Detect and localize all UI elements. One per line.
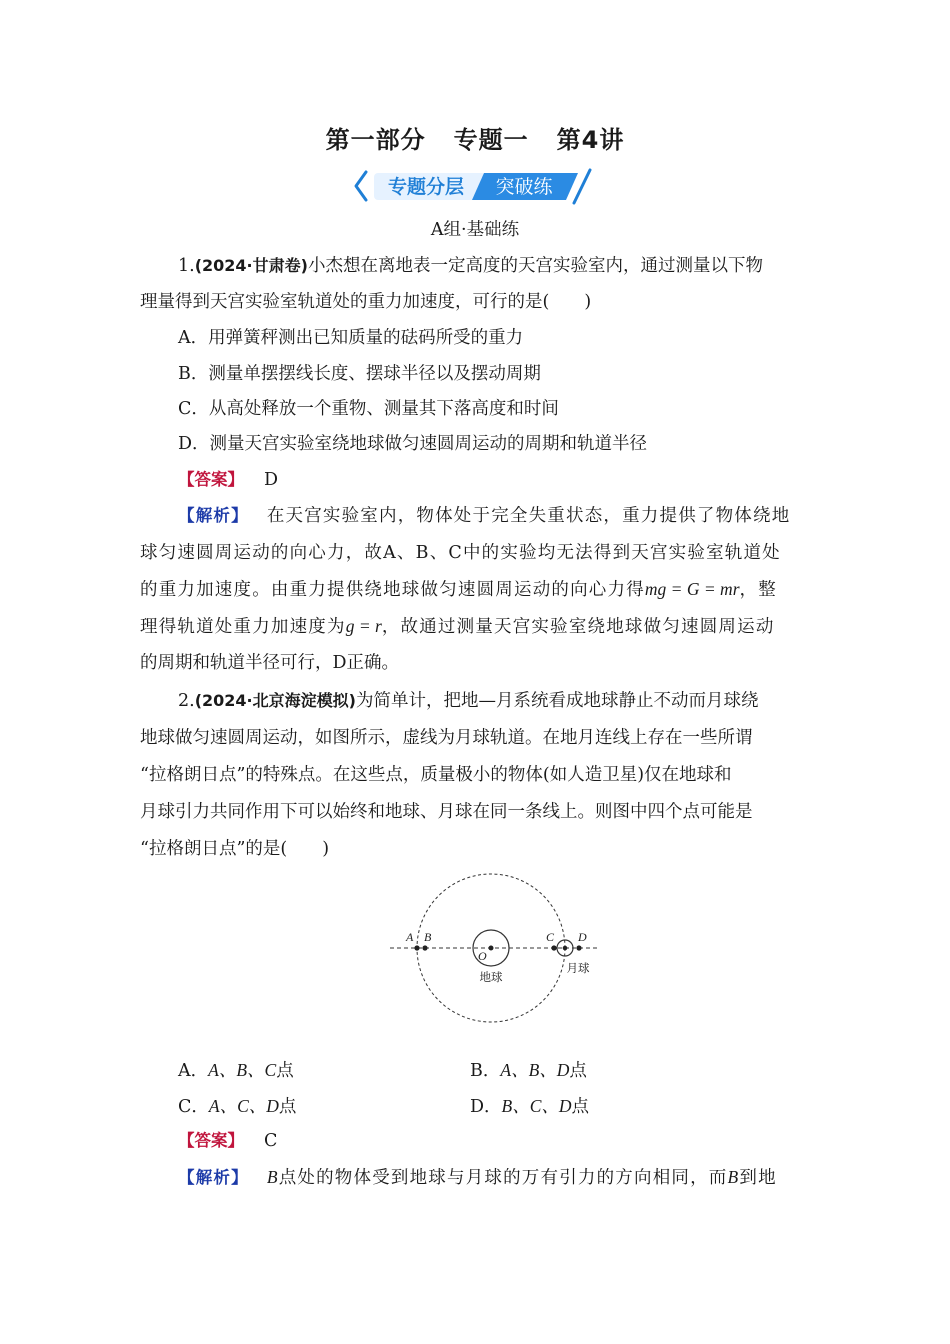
q1-source: (2024·甘肃卷) bbox=[194, 256, 308, 275]
q1-answer-tag: 【答案】 bbox=[178, 470, 244, 489]
banner-right-text: 突破练 bbox=[495, 176, 553, 198]
q1-stem-line-2: 理量得到天宫实验室轨道处的重力加速度，可行的是( ) bbox=[140, 292, 592, 312]
q1-analysis-text-3c: ，整 bbox=[739, 580, 777, 600]
page-title bbox=[0, 120, 950, 155]
banner-left-chevron-icon bbox=[356, 172, 366, 200]
q2-option-a-points: A、B、C bbox=[208, 1060, 277, 1080]
q1-analysis-text-1: 在天宫实验室内，物体处于完全失重状态，重力提供了物体绕地 bbox=[266, 506, 791, 526]
q2-option-d bbox=[470, 1094, 589, 1119]
q2-option-c-points: A、C、D bbox=[208, 1096, 279, 1116]
q2-option-a-letter: A． bbox=[178, 1061, 209, 1081]
q1-analysis-text-4c: ，故通过测量天宫实验室绕地球做匀速圆周运动 bbox=[381, 617, 775, 637]
title-lecture: 第4讲 bbox=[556, 126, 625, 154]
q2-option-b-suffix: 点 bbox=[569, 1061, 587, 1081]
q2-option-a-suffix: 点 bbox=[276, 1061, 294, 1081]
q2-option-c-suffix: 点 bbox=[278, 1097, 297, 1117]
section-banner bbox=[352, 166, 602, 206]
q2-option-c bbox=[178, 1094, 296, 1119]
q2-option-b-points: A、B、D bbox=[500, 1060, 570, 1080]
q2-option-d-letter: D． bbox=[470, 1097, 502, 1117]
q2-option-b bbox=[470, 1058, 587, 1083]
q1-stem-text-1: 小杰想在离地表一定高度的天宫实验室内，通过测量以下物 bbox=[307, 256, 763, 276]
q2-option-d-suffix: 点 bbox=[571, 1097, 590, 1117]
moon-center-dot bbox=[563, 946, 568, 951]
q1-analysis-line-1 bbox=[140, 504, 853, 528]
point-d-dot bbox=[576, 945, 581, 950]
earth-center-dot bbox=[489, 946, 494, 951]
q2-stem-line-3: “拉格朗日点”的特殊点。在这些点，质量极小的物体(如人造卫星)仅在地球和 bbox=[140, 765, 732, 785]
q2-answer: C bbox=[264, 1131, 278, 1151]
q1-option-a: A．用弹簧秤测出已知质量的砝码所受的重力 bbox=[178, 328, 524, 348]
point-a-dot bbox=[414, 945, 419, 950]
q1-answer-line bbox=[140, 468, 853, 492]
label-o: O bbox=[478, 949, 487, 963]
q2-option-c-letter: C． bbox=[178, 1097, 209, 1117]
q1-option-b: B．测量单摆摆线长度、摆球半径以及摆动周期 bbox=[178, 364, 541, 384]
q2-stem-text-1: 为简单计，把地—月系统看成地球静止不动而月球绕 bbox=[355, 691, 759, 711]
q2-analysis-text-1: 点处的物体受到地球与月球的万有引力的方向相同，而 bbox=[278, 1168, 728, 1188]
q2-source: (2024·北京海淀模拟) bbox=[194, 691, 356, 710]
q1-analysis-line-5: 的周期和轨道半径可行，D正确。 bbox=[140, 653, 400, 673]
point-c-dot bbox=[551, 945, 556, 950]
q1-analysis-line-4 bbox=[140, 614, 815, 639]
q1-number: 1. bbox=[178, 256, 195, 276]
label-earth: 地球 bbox=[479, 970, 503, 984]
q1-option-d: D．测量天宫实验室绕地球做匀速圆周运动的周期和轨道半径 bbox=[178, 434, 648, 454]
q2-analysis-text-2: 到地 bbox=[739, 1168, 777, 1188]
q2-analysis-line-1 bbox=[140, 1165, 853, 1190]
label-c: C bbox=[546, 930, 555, 944]
q2-option-d-points: B、C、D bbox=[501, 1096, 572, 1116]
q1-formula-1: mg = G = mr bbox=[644, 579, 740, 599]
q2-analysis-b-2: B bbox=[727, 1167, 740, 1187]
group-label: A组·基础练 bbox=[430, 220, 520, 240]
q1-stem-line-1 bbox=[140, 254, 853, 278]
title-topic: 专题一 bbox=[453, 126, 529, 154]
label-moon: 月球 bbox=[566, 961, 590, 975]
q1-option-c: C．从高处释放一个重物、测量其下落高度和时间 bbox=[178, 399, 559, 419]
q2-option-b-letter: B． bbox=[470, 1061, 501, 1081]
q2-stem-line-5: “拉格朗日点”的是( ) bbox=[140, 839, 330, 859]
label-a: A bbox=[406, 930, 414, 944]
q2-option-a bbox=[178, 1058, 294, 1083]
q1-answer: D bbox=[264, 470, 279, 490]
title-part: 第一部分 bbox=[325, 126, 426, 154]
earth-moon-diagram bbox=[388, 870, 614, 1030]
q2-stem-line-4: 月球引力共同作用下可以始终和地球、月球在同一条线上。则图中四个点可能是 bbox=[140, 802, 753, 822]
banner-left-text: 专题分层 bbox=[387, 176, 465, 198]
q1-formula-2: g = r bbox=[345, 616, 382, 636]
point-b-dot bbox=[422, 945, 427, 950]
q2-answer-line bbox=[140, 1129, 853, 1153]
q2-analysis-tag: 【解析】 bbox=[178, 1168, 249, 1187]
q1-analysis-line-3 bbox=[140, 577, 815, 602]
label-d: D bbox=[578, 930, 587, 944]
q1-analysis-line-2: 球匀速圆周运动的向心力，故A、B、C中的实验均无法得到天宫实验室轨道处 bbox=[140, 543, 781, 563]
q2-stem-line-2: 地球做匀速圆周运动，如图所示，虚线为月球轨道。在地月连线上存在一些所谓 bbox=[140, 728, 753, 748]
q1-analysis-tag: 【解析】 bbox=[178, 506, 249, 525]
q1-analysis-text-3a: 的重力加速度。由重力提供绕地球做匀速圆周运动的向心力得 bbox=[140, 580, 645, 600]
q2-answer-tag: 【答案】 bbox=[178, 1131, 244, 1150]
label-b: B bbox=[424, 930, 432, 944]
q2-analysis-b-1: B bbox=[266, 1167, 279, 1187]
q2-number: 2. bbox=[178, 691, 195, 711]
q1-analysis-text-4a: 理得轨道处重力加速度为 bbox=[140, 617, 346, 637]
q2-stem-line-1 bbox=[140, 689, 853, 713]
